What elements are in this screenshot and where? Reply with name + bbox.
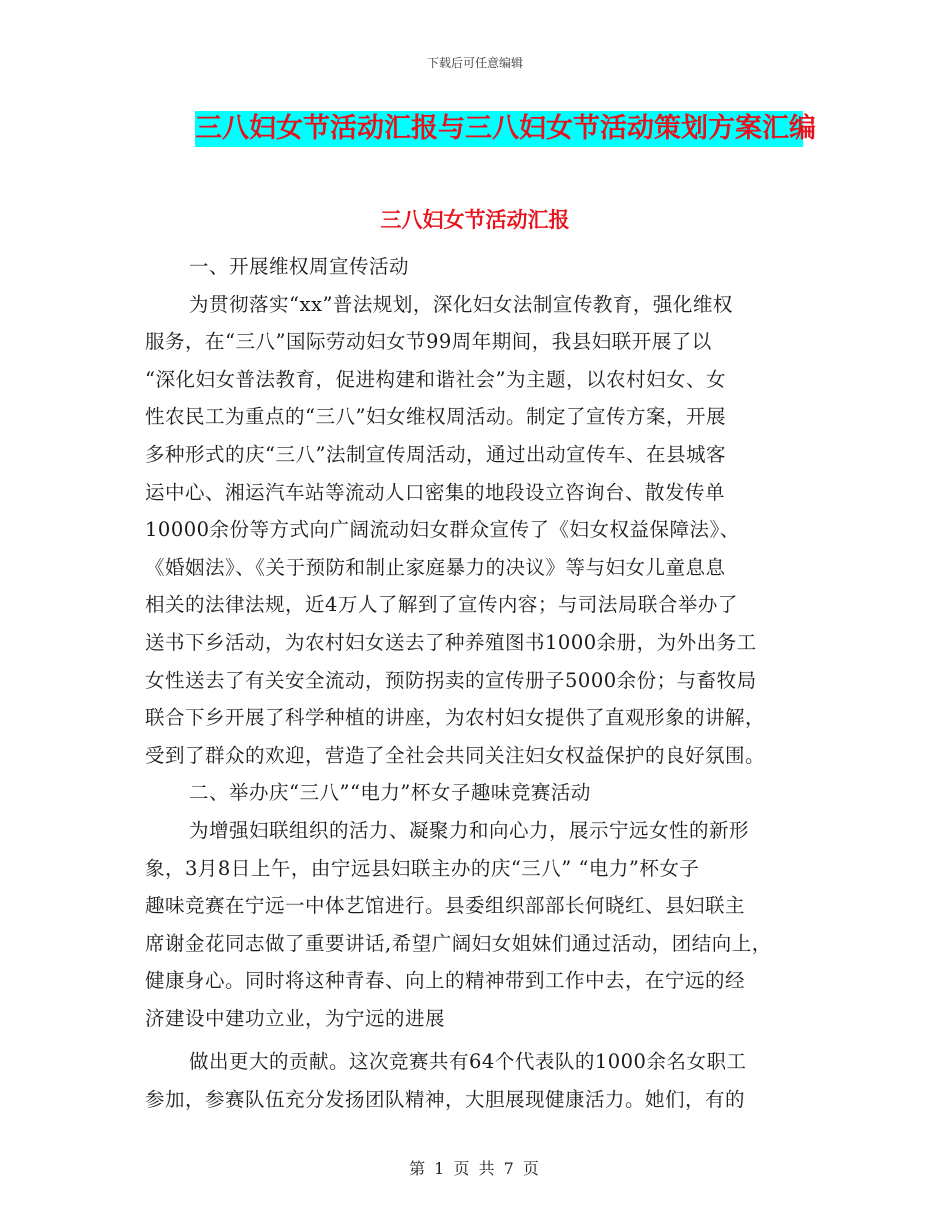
paragraph-line: 服务，在“三八”国际劳动妇女节99周年期间，我县妇联开展了以	[145, 330, 712, 354]
paragraph-line: 《婚姻法》、《关于预防和制止家庭暴力的决议》等与妇女儿童息息	[145, 555, 726, 579]
paragraph-line: 趣味竞赛在宁远一中体艺馆进行。县委组织部部长何晓红、县妇联主	[145, 894, 746, 918]
paragraph-line: 参加，参赛队伍充分发扬团队精神，大胆展现健康活力。她们，有的	[145, 1088, 746, 1112]
paragraph-line: 运中心、湘运汽车站等流动人口密集的地段设立咨询台、散发传单	[145, 480, 726, 504]
paragraph-line: 受到了群众的欢迎，营造了全社会共同关注妇女权益保护的良好氛围。	[145, 743, 766, 767]
paragraph-line: 相关的法律法规，近4万人了解到了宣传内容；与司法局联合举办了	[145, 593, 738, 617]
paragraph-line: “深化妇女普法教育，促进构建和谐社会”为主题，以农村妇女、女	[145, 367, 726, 391]
heading-line: 一、开展维权周宣传活动	[189, 255, 410, 278]
paragraph-line: 送书下乡活动，为农村妇女送去了种养殖图书1000余册，为外出务工	[145, 630, 757, 654]
paragraph-line: 联合下乡开展了科学种植的讲座，为农村妇女提供了直观形象的讲解，	[145, 706, 766, 730]
paragraph-line: 健康身心。同时将这种青春、向上的精神带到工作中去，在宁远的经	[145, 969, 746, 993]
document-title: 三八妇女节活动汇报与三八妇女节活动策划方案汇编	[195, 113, 816, 144]
paragraph-line: 性农民工为重点的“三八”妇女维权周活动。制定了宣传方案，开展	[145, 405, 726, 429]
page-number: 第 1 页 共 7 页	[409, 1159, 541, 1178]
section-title: 三八妇女节活动汇报	[380, 207, 570, 232]
paragraph-line: 席谢金花同志做了重要讲话,希望广阔妇女姐妹们通过活动，团结向上，	[145, 931, 772, 955]
paragraph-line: 多种形式的庆“三八”法制宣传周活动，通过出动宣传车、在县城客	[145, 442, 726, 466]
paragraph-line: 女性送去了有关安全流动，预防拐卖的宣传册子5000余份；与畜牧局	[145, 668, 757, 692]
paragraph-line: 为贯彻落实“xx”普法规划，深化妇女法制宣传教育，强化维权	[189, 292, 733, 316]
paragraph-line: 为增强妇联组织的活力、凝聚力和向心力，展示宁远女性的新形	[189, 818, 750, 842]
paragraph-line: 济建设中建功立业，为宁远的进展	[145, 1006, 446, 1030]
document-body	[145, 248, 815, 1119]
paragraph-line: 象，3月8日上午，由宁远县妇联主办的庆“三八” “电力”杯女子	[145, 856, 700, 880]
heading-line: 二、举办庆“三八”“电力”杯女子趣味竞赛活动	[189, 781, 591, 805]
paragraph-line: 做出更大的贡献。这次竞赛共有64个代表队的1000余名女职工	[189, 1050, 747, 1074]
header-note: 下载后可任意编辑	[426, 56, 523, 70]
paragraph-line: 10000余份等方式向广阔流动妇女群众宣传了《妇女权益保障法》、	[145, 518, 740, 542]
